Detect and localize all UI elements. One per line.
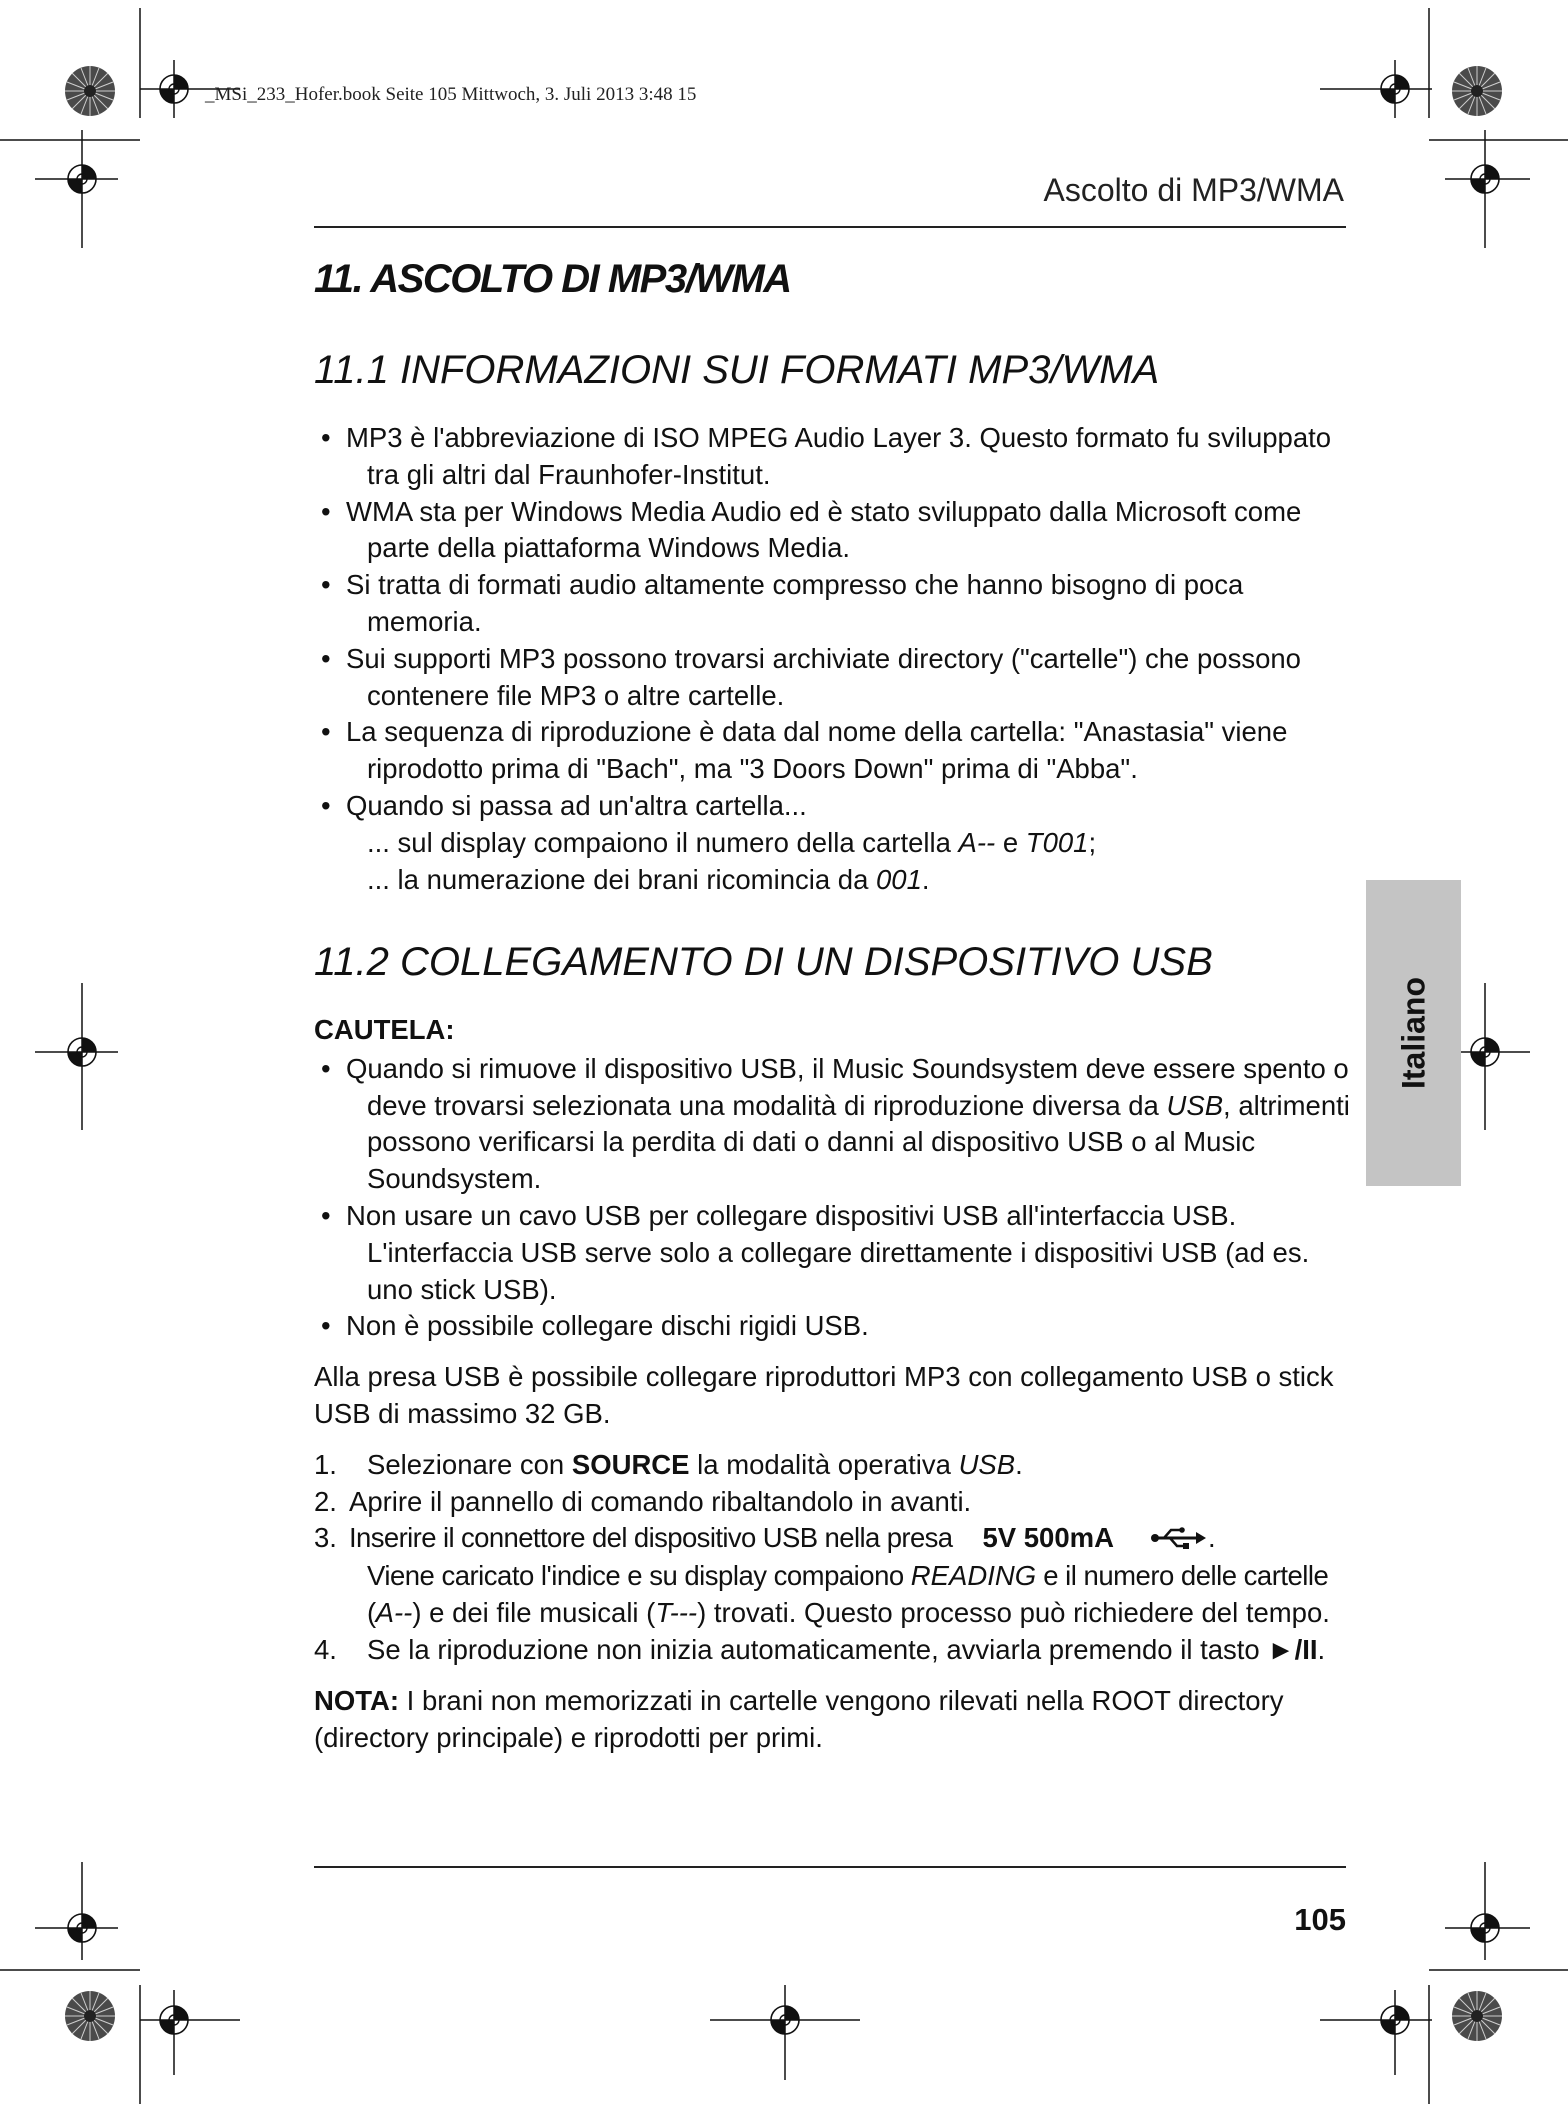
play-pause-key: ►/II — [1267, 1634, 1318, 1666]
registration-mark-icon — [68, 1914, 96, 1942]
step-item: 3. Inserire il connettore del dispositivo USB nella presa 5V 500mA . Viene caricato l'indice e su display compaiono READING e il numero delle cartelle (A--) e dei file musicali (T---) trovati. Questo processo può richiedere del tempo. — [314, 1522, 1330, 1629]
source-key: SOURCE — [571, 1448, 690, 1480]
reading-display: READING — [910, 1560, 1037, 1592]
track-code: T001 — [1025, 826, 1089, 858]
usb-intro-paragraph: Alla presa USB è possibile collegare riproduttori MP3 con collegamento USB o stick USB di massimo 32 GB. — [314, 1361, 1334, 1429]
usb-steps — [314, 1447, 1350, 1669]
list-item: • Non è possibile collegare dischi rigidi USB. — [314, 1308, 1350, 1345]
registration-mark-icon — [1381, 75, 1409, 103]
color-wheel-icon — [65, 66, 115, 116]
registration-mark-icon — [1471, 165, 1499, 193]
registration-mark-icon — [68, 165, 96, 193]
color-wheel-icon — [65, 1991, 115, 2041]
formats-info — [314, 420, 1350, 898]
list-item: • La sequenza di riproduzione è data dal nome della cartella: "Anastasia" viene riprodotto prima di "Bach", ma "3 Doors Down" prima di "Abba". — [314, 714, 1350, 788]
registration-mark-icon — [160, 2006, 188, 2034]
folder-display-note: ... sul display compaiono il numero della cartella A-- e T001; — [367, 826, 1097, 858]
page-number: 105 — [1294, 1902, 1346, 1937]
color-wheel-icon — [1452, 66, 1502, 116]
usb-port-spec: 5V 500mA — [982, 1522, 1114, 1554]
registration-mark-icon — [1471, 1038, 1499, 1066]
track-numbering-note: ... la numerazione dei brani ricomincia da 001. — [367, 863, 930, 895]
section-title-usb: 11.2 COLLEGAMENTO DI UN DISPOSITIVO USB — [314, 940, 1213, 984]
language-tab — [1366, 880, 1461, 1186]
registration-mark-icon — [68, 1038, 96, 1066]
list-item: • Quando si passa ad un'altra cartella... — [314, 788, 1350, 825]
running-header: Ascolto di MP3/WMA — [1043, 172, 1344, 208]
list-item: • Non usare un cavo USB per collegare dispositivi USB all'interfaccia USB. L'interfaccia USB serve solo a collegare direttamente i dispositivi USB (ad es. uno stick USB). — [314, 1198, 1350, 1308]
chapter-title: 11. ASCOLTO DI MP3/WMA — [314, 257, 791, 301]
registration-mark-icon — [1381, 2006, 1409, 2034]
folder-code: A-- — [958, 826, 996, 858]
color-wheel-icon — [1452, 1991, 1502, 2041]
list-item: • WMA sta per Windows Media Audio ed è stato sviluppato dalla Microsoft come parte della piattaforma Windows Media. — [314, 494, 1350, 568]
note-paragraph: NOTA: I brani non memorizzati in cartelle vengono rilevati nella ROOT directory (directory principale) e riprodotti per primi. — [314, 1684, 1284, 1753]
language-tab-label: Italiano — [1395, 976, 1431, 1090]
step-item: 2. Aprire il pannello di comando ribaltandolo in avanti. — [314, 1485, 972, 1517]
caution-list — [314, 1051, 1350, 1345]
registration-mark-icon — [1471, 1914, 1499, 1942]
registration-mark-icon — [160, 75, 188, 103]
section-title-formats: 11.1 INFORMAZIONI SUI FORMATI MP3/WMA — [314, 348, 1160, 392]
usb-icon — [1150, 1522, 1208, 1559]
step-item: 4. Se la riproduzione non inizia automaticamente, avviarla premendo il tasto ►/II. — [314, 1634, 1326, 1666]
step-item: 1. Selezionare con SOURCE la modalità operativa USB. — [314, 1448, 1023, 1480]
registration-mark-icon — [771, 2006, 799, 2034]
note-label: NOTA: — [314, 1684, 400, 1716]
list-item: • Sui supporti MP3 possono trovarsi archiviate directory ("cartelle") che possono contenere file MP3 o altre cartelle. — [314, 641, 1350, 715]
caution-label: CAUTELA: — [314, 1014, 455, 1045]
header-rule — [314, 226, 1346, 228]
track-start-code: 001 — [876, 863, 922, 895]
print-slug: _MSi_233_Hofer.book Seite 105 Mittwoch, 3. Juli 2013 3:48 15 — [205, 84, 697, 105]
list-item: • Si tratta di formati audio altamente compresso che hanno bisogno di poca memoria. — [314, 567, 1350, 641]
footer-rule — [314, 1866, 1346, 1868]
formats-bullet-list — [314, 420, 1350, 825]
usb-section — [314, 1012, 1350, 1756]
list-item: • Quando si rimuove il dispositivo USB, il Music Soundsystem deve essere spento o deve trovarsi selezionata una modalità di riproduzione diversa da USB, altrimenti possono verificarsi la perdita di dati o danni al dispositivo USB o al Music Soundsystem. — [314, 1051, 1350, 1198]
list-item: • MP3 è l'abbreviazione di ISO MPEG Audio Layer 3. Questo formato fu sviluppato tra gli altri dal Fraunhofer-Institut. — [314, 420, 1350, 494]
